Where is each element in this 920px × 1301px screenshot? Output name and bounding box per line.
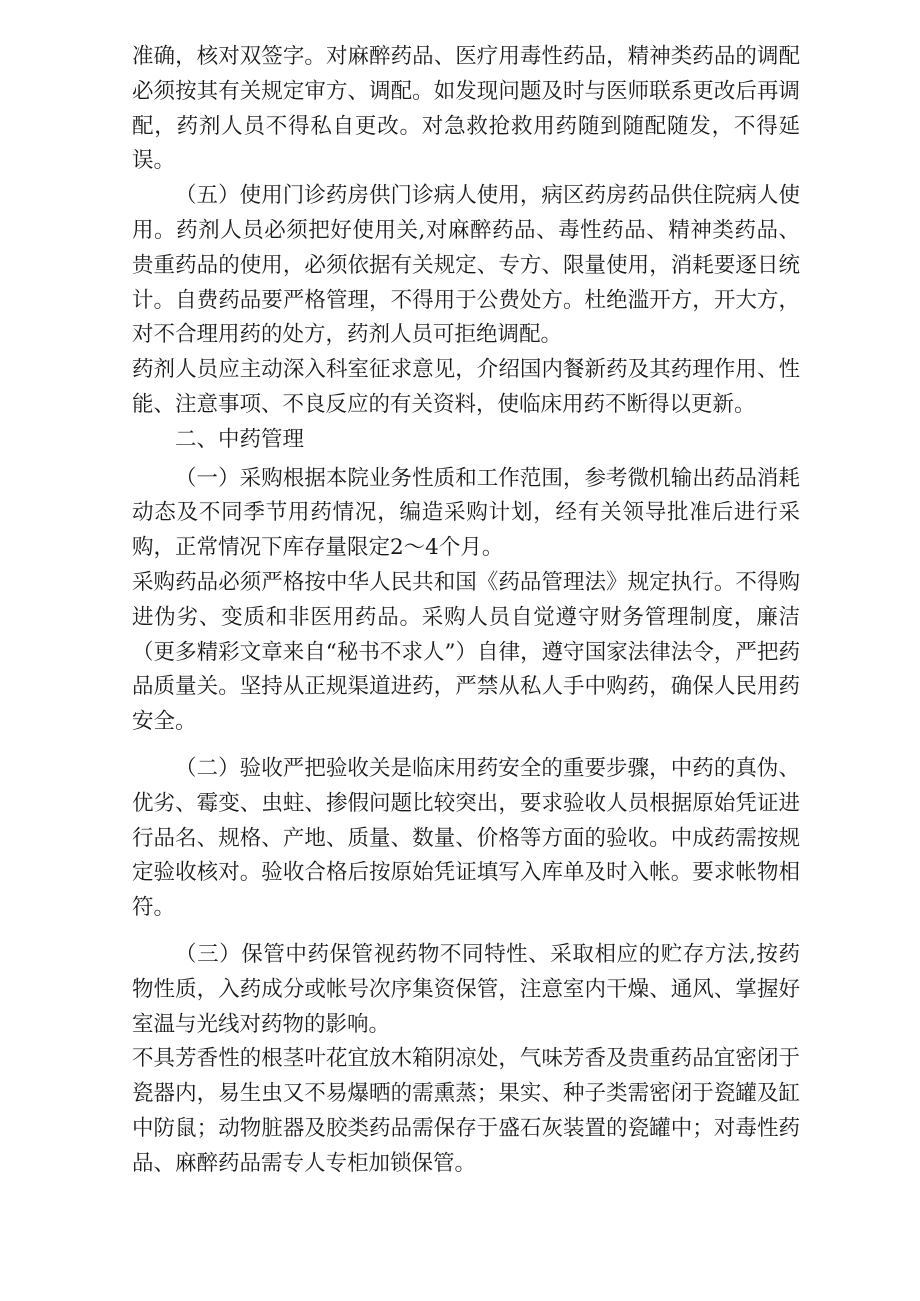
paragraph-procurement: （一）采购根据本院业务性质和工作范围，参考微机输出药品消耗动态及不同季节用药情况，编造采购计划，经有关领导批准后进行采购，正常情况下库存量限定2～4个月。 xyxy=(132,465,800,561)
paragraph-dispensing-continued: 准确，核对双签字。对麻醉药品、医疗用毒性药品，精神类药品的调配必须按其有关规定审方、调配。如发现问题及时与医师联系更改后再调配，药剂人员不得私自更改。对急救抢救用药随到随配随发，不得延误。 xyxy=(132,44,800,174)
document-page xyxy=(132,40,800,1182)
paragraph-procurement-rules: 采购药品必须严格按中华人民共和国《药品管理法》规定执行。不得购进伪劣、变质和非医用药品。采购人员自觉遵守财务管理制度，廉洁（更多精彩文章来自“秘书不求人”）自律，遵守国家法律法令，严把药品质量关。坚持从正规渠道进药，严禁从私人手中购药，确保人民用药安全。 xyxy=(132,569,800,735)
paragraph-storage-methods: 不具芳香性的根茎叶花宜放木箱阴凉处，气味芳香及贵重药品宜密闭于瓷器内，易生虫又不易爆晒的需熏蒸；果实、种子类需密闭于瓷罐及缸中防鼠；动物脏器及胶类药品需保存于盛石灰装置的瓷罐中；对毒性药品、麻醉药品需专人专柜加锁保管。 xyxy=(132,1046,800,1176)
paragraph-usage: （五）使用门诊药房供门诊病人使用，病区药房药品供住院病人使用。药剂人员必须把好使用关,对麻醉药品、毒性药品、精神类药品、贵重药品的使用，必须依据有关规定、专方、限量使用，消耗要逐日统计。自费药品要严格管理，不得用于公费处方。杜绝滥开方，开大方，对不合理用药的处方，药剂人员可拒绝调配。 xyxy=(132,183,800,348)
paragraph-consultation: 药剂人员应主动深入科室征求意见，介绍国内餐新药及其药理作用、性能、注意事项、不良反应的有关资料，使临床用药不断得以更新。 xyxy=(132,357,800,417)
paragraph-acceptance: （二）验收严把验收关是临床用药安全的重要步骤，中药的真伪、优劣、霉变、虫蛀、掺假问题比较突出，要求验收人员根据原始凭证进行品名、规格、产地、质量、数量、价格等方面的验收。中成药需按规定验收核对。验收合格后按原始凭证填写入库单及时入帐。要求帐物相符。 xyxy=(132,755,800,921)
section-heading-tcm-management: 二、中药管理 xyxy=(175,426,305,452)
paragraph-storage: （三）保管中药保管视药物不同特性、采取相应的贮存方法,按药物性质，入药成分或帐号次序集资保管，注意室内干燥、通风、掌握好室温与光线对药物的影响。 xyxy=(132,941,800,1037)
